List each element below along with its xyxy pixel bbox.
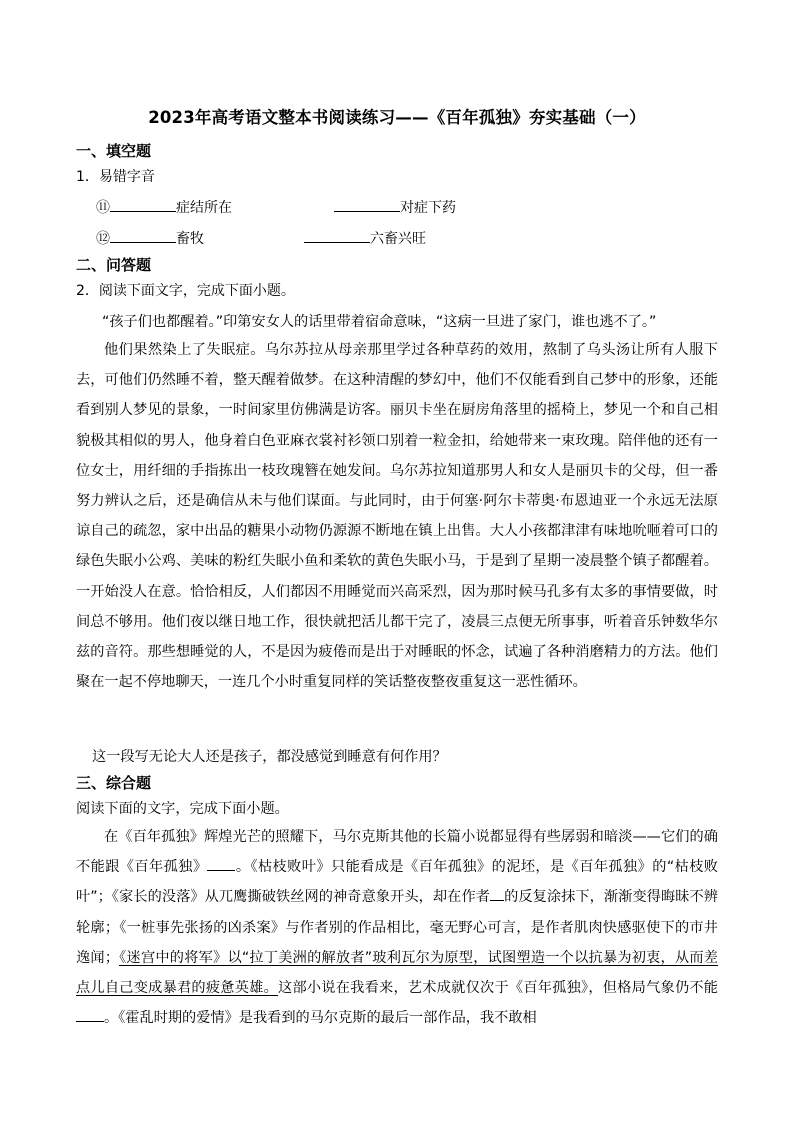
passage-section-3 xyxy=(76,822,718,1033)
item-12-marker: ⑫ xyxy=(96,231,110,247)
question-2-prompt: 这一段写无论大人还是孩子，都没感觉到睡意有何作用？ xyxy=(92,749,447,765)
section-3-heading: 三、综合题 xyxy=(76,774,152,792)
page-title: 2023年高考语文整本书阅读练习——《百年孤独》夯实基础（一） xyxy=(148,108,646,127)
passage-text-b: 。《枯枝败叶》只能看成是《百年孤独》的泥坯，是《百年孤独》的“枯枝败叶”；《家长的没落》从兀鹰撕破铁丝网的神奇意象开头，却在作者 xyxy=(76,859,718,906)
answer-blank[interactable] xyxy=(334,197,400,212)
question-1-label: 1．易错字音 xyxy=(76,169,155,185)
passage-text-a: 在《百年孤独》辉煌光芒的照耀下，马尔克斯其他的长篇小说都显得有些孱弱和暗淡——它们的确不能跟《百年孤独》 xyxy=(76,829,718,876)
section-2-heading: 二、问答题 xyxy=(76,256,152,274)
fill-item-11-left xyxy=(96,197,232,217)
item-11-left-text: 症结所在 xyxy=(176,200,232,216)
item-11-marker: ⑪ xyxy=(96,200,110,216)
item-11-right-text: 对症下药 xyxy=(400,200,456,216)
section-3-intro: 阅读下面的文字，完成下面小题。 xyxy=(76,801,289,817)
answer-blank-1[interactable] xyxy=(207,857,235,871)
passage-paragraph-2: 他们果然染上了失眠症。乌尔苏拉从母亲那里学过各种草药的效用，熬制了乌头汤让所有人服下去，可他们仍然睡不着，整天醒着做梦。在这种清醒的梦幻中，他们不仅能看到自己梦中的形象，还能看到别人梦见的景象，一时间家里仿佛满是访客。丽贝卡坐在厨房角落里的摇椅上，梦见一个和自己相貌极其相似的男人，他身着白色亚麻衣裳衬衫领口别着一粒金扣，给她带来一束玫瑰。陪伴他的还有一位女士，用纤细的手指拣出一枝玫瑰簪在她发间。乌尔苏拉知道那男人和女人是丽贝卡的父母，但一番努力辨认之后，还是确信从未与他们谋面。与此同时，由于何塞·阿尔卡蒂奥·布恩迪亚一个永远无法原谅自己的疏忽，家中出品的糖果小动物仍源源不断地在镇上出售。大人小孩都津津有味地吮咂着可口的绿色失眠小公鸡、美味的粉红失眠小鱼和柔软的黄色失眠小马，于是到了星期一凌晨整个镇子都醒着。一开始没人在意。恰恰相反，人们都因不用睡觉而兴高采烈，因为那时候马孔多有太多的事情要做，时间总不够用。他们夜以继日地工作，很快就把活儿都干完了，凌晨三点便无所事事，听着音乐钟数华尔兹的音符。那些想睡觉的人，不是因为疲倦而是出于对睡眠的怀念，试遍了各种消磨精力的方法。他们聚在一起不停地聊天，一连几个小时重复同样的笑话整夜整夜重复这一恶性循环。 xyxy=(76,342,718,691)
question-2-label: 2．阅读下面文字，完成下面小题。 xyxy=(76,283,295,299)
passage-text-c: 的反复涂抹下，渐渐变得晦昧不辨轮廓；《一桩事先张扬的凶杀案》与作者别的作品相比，毫无野心可言，是作者肌肉快感驱使下的市井逸闻； xyxy=(76,889,718,966)
answer-blank[interactable] xyxy=(110,197,176,212)
item-12-right-text: 六畜兴旺 xyxy=(370,231,426,247)
fill-item-12-right xyxy=(304,228,426,248)
passage-text-d: 这部小说在我看来，艺术成就仅次于《百年孤独》，但格局气象仍不能 xyxy=(278,980,718,997)
answer-blank-3[interactable] xyxy=(76,1008,104,1022)
item-12-left-text: 畜牧 xyxy=(176,231,204,247)
passage-paragraph-1: “孩子们也都醒着。”印第安女人的话里带着宿命意味，“这病一旦进了家门，谁也逃不了。” xyxy=(102,314,657,330)
answer-blank[interactable] xyxy=(304,228,370,243)
passage-text-e: 。《霍乱时期的爱情》是我看到的马尔克斯的最后一部作品，我不敢相 xyxy=(104,1010,537,1027)
underlined-sentence: 《迷宫中的将军》以“拉丁美洲的解放者”玻利瓦尔为原型，试图塑造一个以抗暴为初衷，从而差点儿自己变成暴君的疲惫英雄。 xyxy=(76,949,718,997)
fill-item-11-right xyxy=(334,197,456,217)
section-1-heading: 一、填空题 xyxy=(76,142,152,160)
answer-blank-2[interactable] xyxy=(490,887,504,901)
fill-item-12-left xyxy=(96,228,204,248)
answer-blank[interactable] xyxy=(110,228,176,243)
